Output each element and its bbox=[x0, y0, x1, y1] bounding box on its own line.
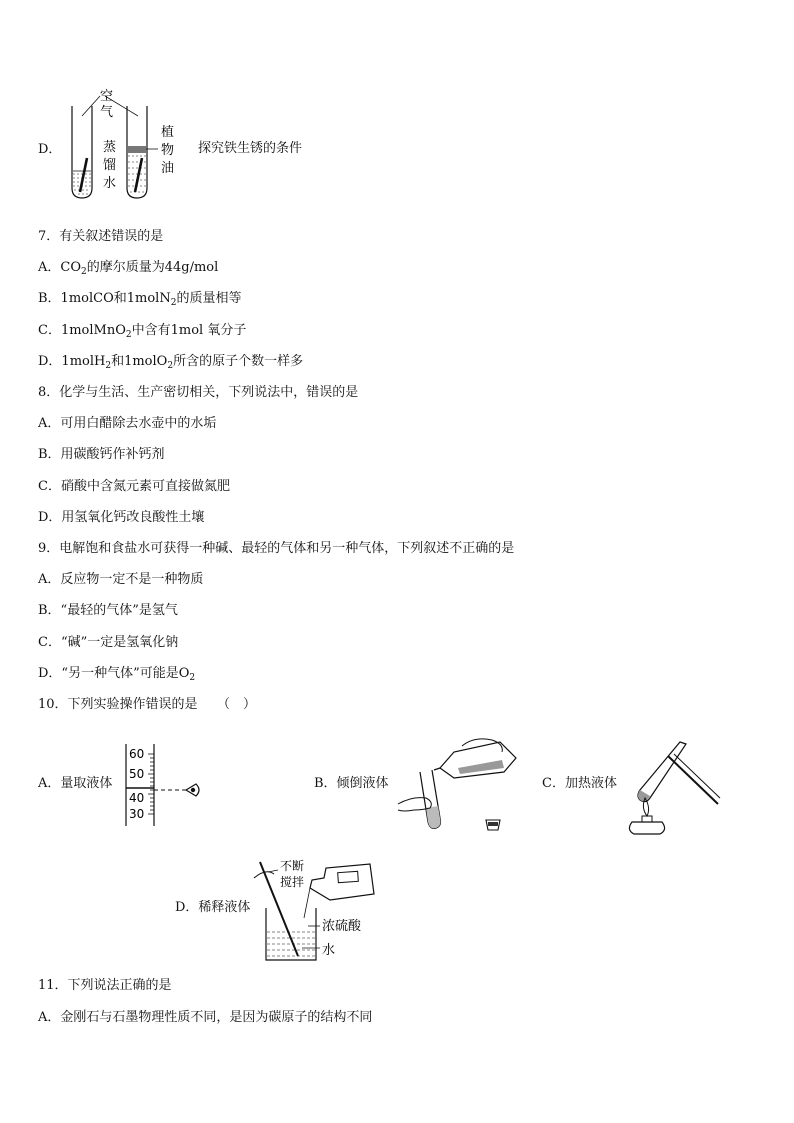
label-water-2: 馏 bbox=[103, 158, 117, 173]
q7-option-d: D．1molH$_2$和1molO$_2$所含的原子个数一样多 bbox=[38, 354, 304, 371]
stir-label-1: 不断 bbox=[280, 859, 305, 873]
tube-holder bbox=[668, 756, 718, 804]
stir-label-2: 搅拌 bbox=[280, 875, 305, 889]
q9-stem: 9．电解饱和食盐水可获得一种碱、最轻的气体和另一种气体，下列叙述不正确的是 bbox=[38, 541, 515, 556]
cylinder-label-50: 50 bbox=[129, 767, 145, 781]
water-label: 水 bbox=[322, 943, 336, 958]
q7-option-b: B．1molCO和1molN$_2$的质量相等 bbox=[38, 291, 242, 308]
heating-liquid-figure bbox=[620, 738, 724, 836]
q11-option-a: A．金刚石与石墨物理性质不同，是因为碳原子的结构不同 bbox=[38, 1010, 373, 1025]
q6-option-d-label: D． bbox=[38, 142, 62, 157]
q9-option-d: D．“另一种气体”可能是$O_2$ bbox=[38, 666, 196, 683]
beaker bbox=[266, 908, 316, 960]
acid-label: 浓硫酸 bbox=[322, 919, 362, 934]
q8-option-a: A．可用白醋除去水壶中的水垢 bbox=[38, 416, 217, 431]
q8-option-c: C．硝酸中含氮元素可直接做氮肥 bbox=[38, 479, 230, 494]
label-water-1: 蒸 bbox=[103, 140, 117, 155]
iron-nail-right bbox=[135, 158, 142, 192]
q10-option-a-label: A．量取液体 bbox=[38, 776, 113, 791]
q8-option-d: D．用氢氧化钙改良酸性土壤 bbox=[38, 510, 205, 525]
label-oil-3: 油 bbox=[161, 161, 175, 176]
q10-option-b-label: B．倾倒液体 bbox=[314, 776, 389, 791]
test-tube bbox=[638, 742, 686, 802]
q9-option-b: B．“最轻的气体”是氢气 bbox=[38, 603, 178, 618]
label-air-2: 气 bbox=[100, 105, 114, 120]
q9-option-c: C．“碱”一定是氢氧化钠 bbox=[38, 635, 179, 650]
label-oil-1: 植 bbox=[161, 125, 175, 140]
q9-option-a: A．反应物一定不是一种物质 bbox=[38, 572, 204, 587]
alcohol-lamp bbox=[629, 822, 664, 834]
cylinder-label-60: 60 bbox=[129, 747, 145, 761]
q6-option-d-caption: 探究铁生锈的条件 bbox=[198, 141, 303, 156]
q10-option-d-label: D．稀释液体 bbox=[175, 900, 251, 915]
pouring-liquid-figure bbox=[392, 738, 542, 834]
q10-stem: 10．下列实验操作错误的是 （ ） bbox=[38, 697, 257, 712]
graduated-cylinder-figure bbox=[120, 742, 220, 828]
q7-option-c: C．1molMnO$_2$中含有1mol 氧分子 bbox=[38, 323, 247, 340]
cylinder-ticks bbox=[148, 754, 154, 814]
label-oil-2: 物 bbox=[161, 143, 175, 158]
q8-option-b: B．用碳酸钙作补钙剂 bbox=[38, 447, 165, 462]
oil-layer bbox=[128, 146, 146, 153]
q8-stem: 8．化学与生活、生产密切相关，下列说法中，错误的是 bbox=[38, 385, 359, 400]
q11-stem: 11．下列说法正确的是 bbox=[38, 978, 172, 993]
cylinder-label-40: 40 bbox=[129, 791, 145, 805]
reagent-bottle bbox=[440, 742, 516, 778]
iron-nail-left bbox=[80, 158, 87, 192]
label-water-3: 水 bbox=[103, 176, 117, 191]
diluting-liquid-figure bbox=[250, 858, 380, 966]
label-air-1: 空 bbox=[100, 89, 114, 104]
q7-option-a: A．$CO_2$的摩尔质量为44g/mol bbox=[38, 260, 219, 277]
iron-rust-figure bbox=[60, 86, 190, 201]
hand-left bbox=[398, 798, 431, 811]
acid-stream bbox=[304, 888, 310, 918]
cylinder-label-30: 30 bbox=[129, 807, 145, 821]
q10-option-c-label: C．加热液体 bbox=[542, 776, 617, 791]
q7-stem: 7．有关叙述错误的是 bbox=[38, 229, 164, 244]
